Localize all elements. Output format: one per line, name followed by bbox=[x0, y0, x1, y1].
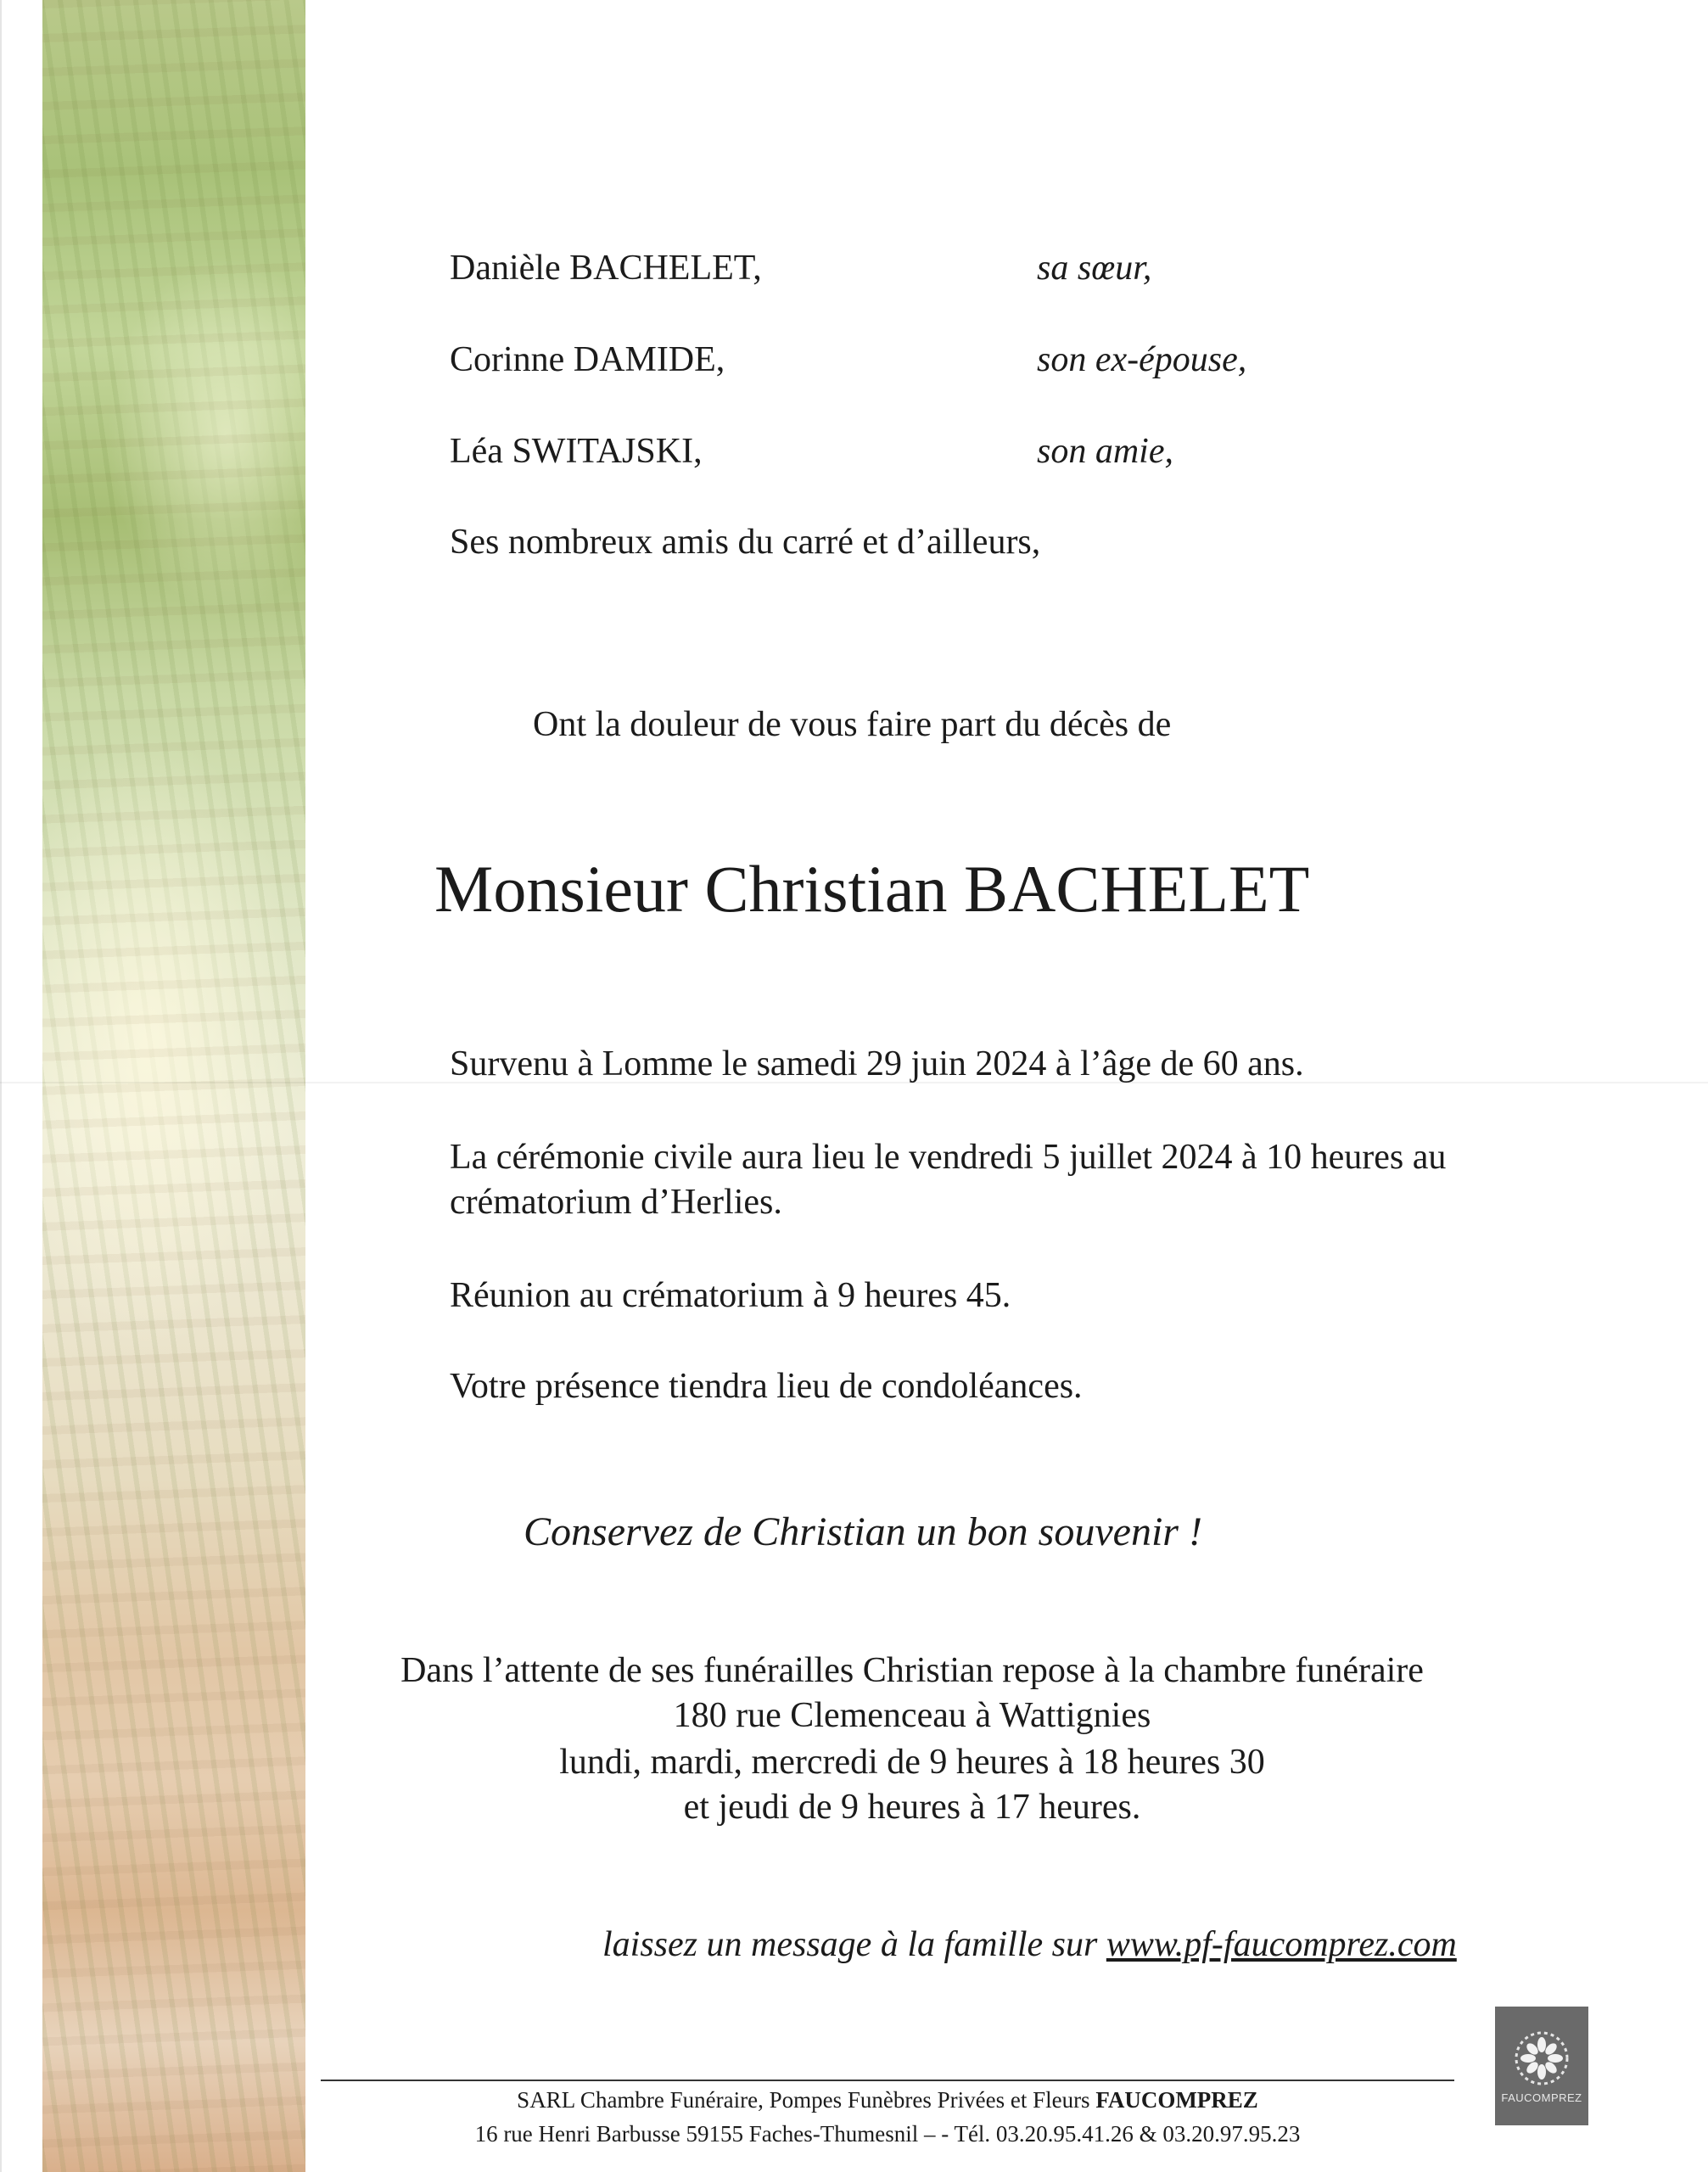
footer-divider bbox=[321, 2080, 1454, 2081]
death-details: Survenu à Lomme le samedi 29 juin 2024 à l’âge de 60 ans. bbox=[450, 1044, 1304, 1083]
ceremony-details-line2: crématorium d’Herlies. bbox=[450, 1183, 782, 1222]
family-row bbox=[450, 339, 1553, 390]
forest-photo-strip bbox=[42, 0, 305, 2172]
message-line bbox=[602, 1924, 1457, 1965]
footer-address: 16 rue Henri Barbusse 59155 Faches-Thumesnil – - Tél. 03.20.95.41.26 & 03.20.97.95.23 bbox=[474, 2121, 1301, 2147]
deceased-name: Monsieur Christian BACHELET bbox=[434, 852, 1310, 926]
announcement-line: Ont la douleur de vous faire part du décès de bbox=[533, 705, 1172, 744]
family-member-name: Corinne DAMIDE, bbox=[450, 340, 725, 379]
family-member-relation: sa sœur, bbox=[1037, 249, 1152, 288]
footer-company bbox=[321, 2087, 1454, 2113]
logo-text: FAUCOMPREZ bbox=[1501, 2091, 1582, 2104]
footer-company-prefix: SARL Chambre Funéraire, Pompes Funèbres Privées et Fleurs bbox=[517, 2087, 1090, 2113]
visitation-line: et jeudi de 9 heures à 17 heures. bbox=[683, 1788, 1141, 1827]
scan-edge bbox=[0, 0, 2, 2172]
family-member-relation: son amie, bbox=[1037, 432, 1173, 471]
family-member-name: Danièle BACHELET, bbox=[450, 249, 762, 288]
condolences-note: Votre présence tiendra lieu de condoléances. bbox=[450, 1367, 1083, 1406]
visitation-line: Dans l’attente de ses funérailles Christian repose à la chambre funéraire bbox=[400, 1651, 1424, 1690]
gathering-details: Réunion au crématorium à 9 heures 45. bbox=[450, 1276, 1011, 1315]
family-row bbox=[450, 431, 1553, 482]
farewell-message: Conservez de Christian un bon souvenir ! bbox=[524, 1509, 1202, 1554]
visitation-line: 180 rue Clemenceau à Wattignies bbox=[673, 1696, 1151, 1735]
friends-line: Ses nombreux amis du carré et d’ailleurs, bbox=[450, 523, 1041, 562]
visitation-line: lundi, mardi, mercredi de 9 heures à 18 heures 30 bbox=[559, 1743, 1265, 1782]
website-link[interactable]: www.pf-faucomprez.com bbox=[1106, 1925, 1457, 1964]
message-prompt: laissez un message à la famille sur bbox=[602, 1925, 1098, 1964]
faucomprez-logo bbox=[1495, 2007, 1588, 2125]
family-member-relation: son ex-épouse, bbox=[1037, 340, 1247, 379]
footer-company-name: FAUCOMPREZ bbox=[1095, 2087, 1258, 2113]
flower-icon bbox=[1512, 2029, 1571, 2088]
ceremony-details-line1: La cérémonie civile aura lieu le vendredi 5 juillet 2024 à 10 heures au bbox=[450, 1138, 1447, 1177]
family-member-name: Léa SWITAJSKI, bbox=[450, 432, 703, 471]
family-row bbox=[450, 248, 1553, 299]
